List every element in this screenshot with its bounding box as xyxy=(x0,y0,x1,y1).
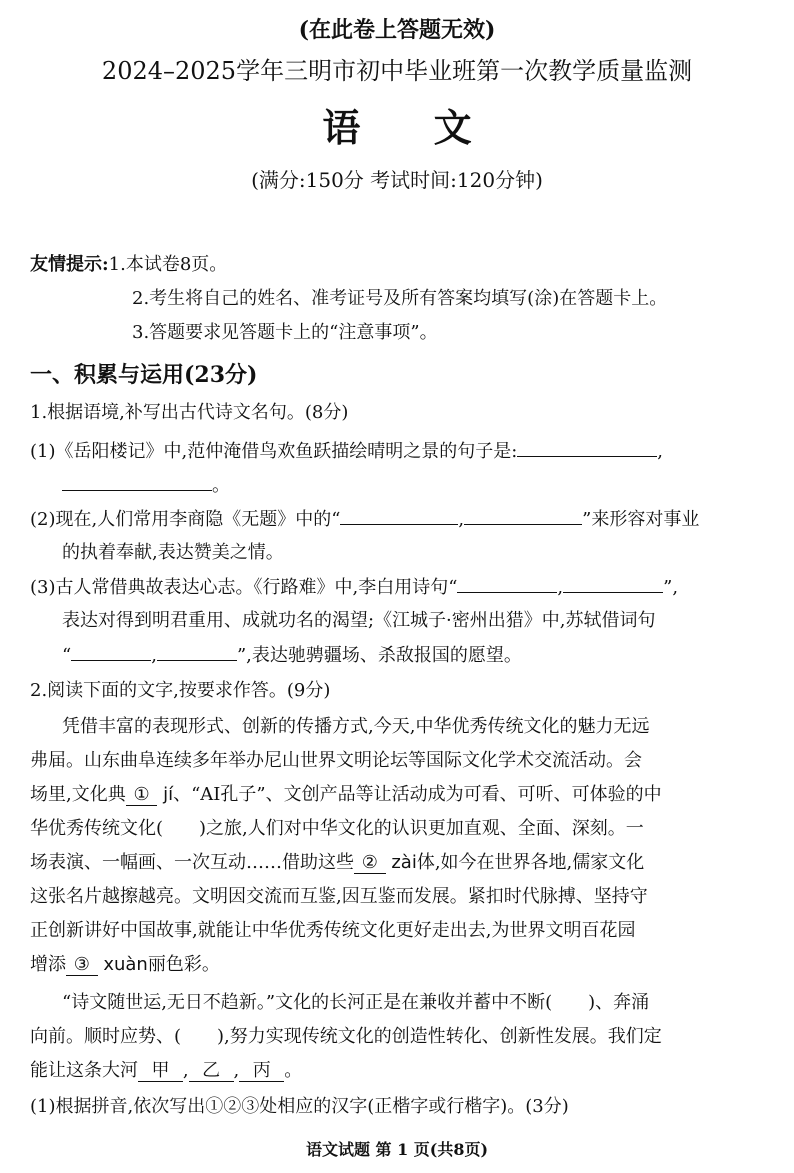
punct: “ xyxy=(62,645,72,666)
q1-part3-cont2 xyxy=(62,642,522,669)
question-2-stem: 2.阅读下面的文字,按要求作答。(9分) xyxy=(30,680,331,701)
passage-line xyxy=(30,850,644,876)
punct: , xyxy=(233,1060,240,1081)
q1-part3-text-b: ”, xyxy=(663,577,679,598)
passage-text: 场里,文化典 xyxy=(30,784,126,805)
q1-part2-text-b: ”来形容对事业 xyxy=(582,509,700,530)
sub-question-1: (1)根据拼音,依次写出①②③处相应的汉字(正楷字或行楷字)。(3分) xyxy=(30,1096,569,1117)
mark-number: ① xyxy=(133,784,150,805)
passage-line: 华优秀传统文化( )之旅,人们对中华文化的认识更加直观、全面、深刻。一 xyxy=(30,818,644,839)
passage-line: 这张名片越擦越亮。文明因交流而互鉴,因互鉴而发展。紧扣时代脉搏、坚持守 xyxy=(30,886,648,907)
tips-label: 友情提示: xyxy=(30,254,109,275)
punct: 。 xyxy=(284,1060,303,1081)
punct: , xyxy=(458,509,465,530)
punct: , xyxy=(151,645,157,666)
passage-line: 向前。顺时应势、( ),努力实现传统文化的创造性转化、创新性发展。我们定 xyxy=(30,1026,662,1047)
page-footer: 语文试题 第 1 页(共8页) xyxy=(305,1140,489,1159)
tip-item: 3.答题要求见答题卡上的“注意事项”。 xyxy=(132,322,438,343)
pinyin: zài xyxy=(391,852,417,873)
pinyin: jí xyxy=(163,784,174,805)
tip-item: 2.考生将自己的姓名、准考证号及所有答案均填写(涂)在答题卡上。 xyxy=(132,288,668,309)
section-heading: 一、积累与运用(23分) xyxy=(30,362,258,388)
answer-blank[interactable] xyxy=(464,506,582,525)
question-1-stem: 1.根据语境,补写出古代诗文名句。(8分) xyxy=(30,402,349,423)
passage-text: 能让这条大河 xyxy=(30,1060,138,1081)
answer-blank[interactable] xyxy=(517,438,657,457)
punct: 。 xyxy=(212,475,230,496)
blank-label: 丙 xyxy=(252,1060,271,1081)
blank-yi[interactable] xyxy=(189,1060,234,1082)
mark-number: ② xyxy=(361,852,378,873)
passage-text: 体,如今在世界各地,儒家文化 xyxy=(416,852,645,873)
passage-text: 、“AI孔子”、文创产品等让活动成为可看、可听、可体验的中 xyxy=(173,784,662,805)
tips-line-1 xyxy=(30,252,227,278)
passage-line: 正创新讲好中国故事,就能让中华优秀传统文化更好走出去,为世界文明百花园 xyxy=(30,920,636,941)
punct: , xyxy=(182,1060,189,1081)
q1-part3-text-d: ”,表达驰骋疆场、杀敌报国的愿望。 xyxy=(236,645,522,666)
answer-mark-2[interactable] xyxy=(354,852,386,874)
answer-blank[interactable] xyxy=(71,642,151,661)
answer-blank[interactable] xyxy=(62,472,212,491)
blank-label: 乙 xyxy=(202,1060,221,1081)
blank-jia[interactable] xyxy=(138,1060,183,1082)
punct: , xyxy=(657,441,664,462)
answer-blank[interactable] xyxy=(157,642,237,661)
passage-text: 丽色彩。 xyxy=(147,954,220,975)
passage-line xyxy=(30,782,662,808)
q1-part1-text: (1)《岳阳楼记》中,范仲淹借鸟欢鱼跃描绘晴明之景的句子是: xyxy=(30,441,518,462)
passage-text: 增添 xyxy=(30,954,66,975)
passage-line xyxy=(30,952,220,978)
q1-part3 xyxy=(30,574,678,601)
answer-blank[interactable] xyxy=(340,506,458,525)
passage-line xyxy=(30,1058,302,1084)
q1-part2 xyxy=(30,506,699,533)
score-time: (满分:150分 考试时间:120分钟) xyxy=(251,168,543,192)
exam-title: 2024–2025学年三明市初中毕业班第一次教学质量监测 xyxy=(101,57,693,85)
q1-part3-text: (3)古人常借典故表达心志。《行路难》中,李白用诗句“ xyxy=(30,577,458,598)
q1-part3-cont: 表达对得到明君重用、成就功名的渴望;《江城子·密州出猎》中,苏轼借词句 xyxy=(62,610,656,631)
subject-title: 语 文 xyxy=(322,105,472,150)
passage-line: 弗届。山东曲阜连续多年举办尼山世界文明论坛等国际文化学术交流活动。会 xyxy=(30,750,642,771)
blank-label: 甲 xyxy=(151,1060,170,1081)
answer-blank[interactable] xyxy=(457,574,557,593)
tip-item: 1.本试卷8页。 xyxy=(108,254,228,275)
punct: , xyxy=(557,577,564,598)
pinyin: xuàn xyxy=(103,954,148,975)
passage-text: 场表演、一幅画、一次互动……借助这些 xyxy=(30,852,354,873)
passage-line: 凭借丰富的表现形式、创新的传播方式,今天,中华优秀传统文化的魅力无远 xyxy=(62,716,650,737)
answer-mark-1[interactable] xyxy=(126,784,158,806)
q1-part1-cont xyxy=(62,472,230,499)
passage-line: “诗文随世运,无日不趋新。”文化的长河正是在兼收并蓄中不断( )、奔涌 xyxy=(62,992,650,1013)
q1-part2-text: (2)现在,人们常用李商隐《无题》中的“ xyxy=(30,509,341,530)
invalid-notice: (在此卷上答题无效) xyxy=(298,17,496,43)
q1-part1 xyxy=(30,438,663,465)
answer-mark-3[interactable] xyxy=(66,954,98,976)
mark-number: ③ xyxy=(73,954,90,975)
answer-blank[interactable] xyxy=(563,574,663,593)
blank-bing[interactable] xyxy=(239,1060,284,1082)
q1-part2-cont: 的执着奉献,表达赞美之情。 xyxy=(62,542,284,563)
